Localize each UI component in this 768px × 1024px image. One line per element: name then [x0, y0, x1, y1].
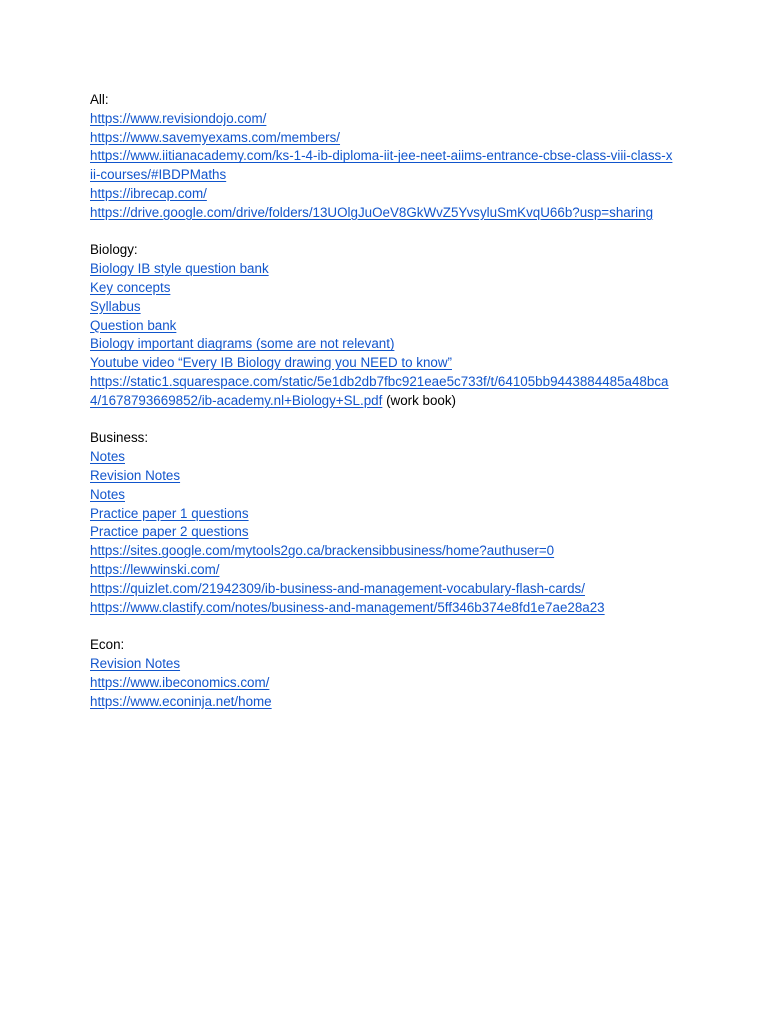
link-practice-paper-2[interactable]: Practice paper 2 questions — [90, 524, 249, 540]
link-iitianacademy[interactable]: https://www.iitianacademy.com/ks-1-4-ib-diploma-iit-jee-neet-aiims-entrance-cbse-class-viii-class-xii-courses/#IBDPMaths — [90, 148, 673, 183]
link-clastify-notes[interactable]: https://www.clastify.com/notes/business-and-management/5ff346b374e8fd1e7ae28a23 — [90, 599, 605, 615]
link-biology-question-bank-ib-style[interactable]: Biology IB style question bank — [90, 261, 269, 277]
section-spacer — [90, 411, 690, 430]
link-business-notes[interactable]: Notes — [90, 449, 125, 465]
link-ibrecap[interactable]: https://ibrecap.com/ — [90, 185, 207, 201]
section-heading-econ: Econ: — [90, 637, 125, 653]
link-biology-sl-workbook-pdf[interactable]: https://static1.squarespace.com/static/5e1db2db7fbc921eae5c733f/t/64105bb9443884485a48bca4/1678793669852/ib-academy.nl+Biology+SL.pdf — [90, 373, 669, 408]
link-ibeconomics[interactable]: https://www.ibeconomics.com/ — [90, 674, 270, 690]
link-youtube-biology-drawings[interactable]: Youtube video “Every IB Biology drawing you NEED to know” — [90, 355, 452, 371]
link-revisiondojo[interactable]: https://www.revisiondojo.com/ — [90, 110, 267, 126]
link-lewwinski[interactable]: https://lewwinski.com/ — [90, 561, 220, 577]
link-google-sites-business[interactable]: https://sites.google.com/mytools2go.ca/brackensibbusiness/home?authuser=0 — [90, 543, 555, 559]
section-heading-business: Business: — [90, 430, 149, 446]
link-quizlet-flashcards[interactable]: https://quizlet.com/21942309/ib-business-and-management-vocabulary-flash-cards/ — [90, 580, 585, 596]
link-econ-revision-notes[interactable]: Revision Notes — [90, 655, 181, 671]
link-practice-paper-1[interactable]: Practice paper 1 questions — [90, 505, 249, 521]
section-spacer — [90, 617, 690, 636]
link-syllabus[interactable]: Syllabus — [90, 298, 141, 314]
link-biology-diagrams[interactable]: Biology important diagrams (some are not relevant) — [90, 336, 395, 352]
link-savemyexams[interactable]: https://www.savemyexams.com/members/ — [90, 129, 341, 145]
link-key-concepts[interactable]: Key concepts — [90, 279, 171, 295]
link-business-revision-notes[interactable]: Revision Notes — [90, 467, 181, 483]
section-spacer — [90, 223, 690, 242]
section-heading-biology: Biology: — [90, 242, 138, 258]
document-content — [90, 91, 690, 711]
workbook-note: (work book) — [382, 392, 457, 408]
link-question-bank[interactable]: Question bank — [90, 317, 177, 333]
link-google-drive-folder[interactable]: https://drive.google.com/drive/folders/13UOlgJuOeV8GkWvZ5YvsyluSmKvqU66b?usp=sharing — [90, 204, 654, 220]
section-heading-all: All: — [90, 92, 109, 107]
link-econinja[interactable]: https://www.econinja.net/home — [90, 693, 272, 709]
link-business-notes-2[interactable]: Notes — [90, 486, 125, 502]
